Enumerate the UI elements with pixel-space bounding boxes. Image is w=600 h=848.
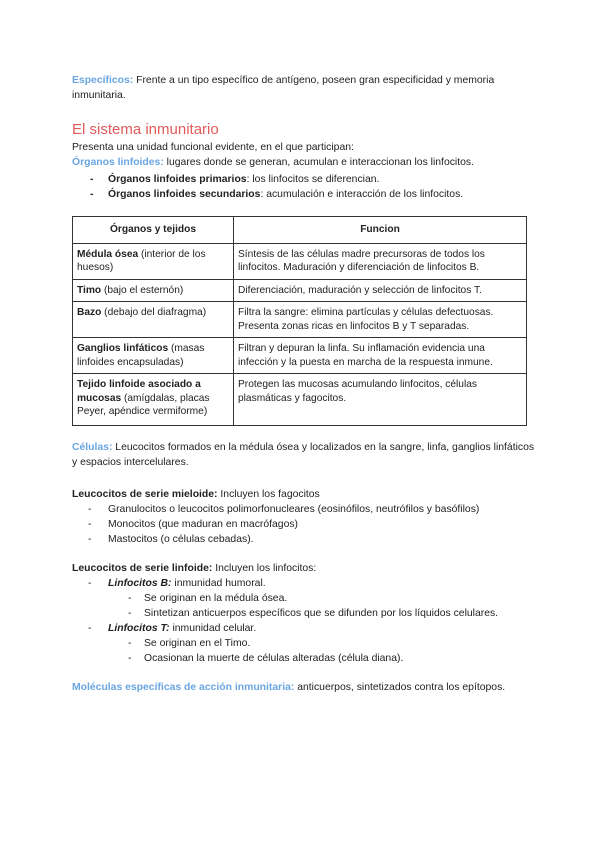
cell-text: (bajo el esternón) bbox=[101, 284, 184, 296]
lymphoid-title: Leucocitos de serie linfoide: bbox=[72, 563, 213, 574]
table-row bbox=[73, 338, 527, 374]
table-header: Órganos y tejidos bbox=[73, 217, 234, 244]
lymphocyte-b-desc: inmunidad humoral. bbox=[171, 578, 266, 589]
cell-bold: Ganglios linfáticos bbox=[77, 343, 169, 354]
table-cell bbox=[73, 279, 234, 302]
list-item: - Mastocitos (o células cebadas). bbox=[72, 532, 542, 547]
table-cell: Diferenciación, maduración y selección de linfocitos T. bbox=[234, 279, 527, 302]
myeloid-text: Incluyen los fagocitos bbox=[217, 489, 320, 500]
myeloid-heading bbox=[72, 487, 532, 502]
molecules-paragraph bbox=[72, 680, 537, 695]
list-item: - Se originan en el Timo. bbox=[72, 636, 542, 651]
lymphocyte-b-name: Linfocitos B: bbox=[108, 578, 172, 589]
table-cell: Protegen las mucosas acumulando linfocitos, células plasmáticas y fagocitos. bbox=[234, 374, 527, 426]
organs-list bbox=[72, 172, 532, 202]
cells-paragraph bbox=[72, 440, 537, 470]
bullet-text: : acumulación e interacción de los linfocitos. bbox=[260, 189, 464, 200]
intro-paragraph bbox=[72, 73, 532, 103]
table-row bbox=[73, 243, 527, 279]
list-item: - Sintetizan anticuerpos específicos que se difunden por los líquidos celulares. bbox=[72, 606, 542, 621]
cells-label: Células: bbox=[72, 442, 113, 453]
cell-bold: Médula ósea bbox=[77, 248, 139, 260]
bullet-bold: Órganos linfoides primarios bbox=[108, 174, 247, 185]
bullet-text: : los linfocitos se diferencian. bbox=[246, 174, 380, 185]
list-item bbox=[72, 576, 542, 591]
section-title: El sistema inmunitario bbox=[72, 121, 219, 138]
table-row bbox=[73, 279, 527, 302]
organs-table bbox=[72, 216, 527, 426]
cell-text: (debajo del diafragma) bbox=[101, 307, 207, 318]
section-lead: Presenta una unidad funcional evidente, en el que participan: bbox=[72, 142, 354, 153]
list-item bbox=[72, 187, 532, 202]
table-header: Funcion bbox=[234, 217, 527, 244]
table-cell bbox=[73, 302, 234, 338]
list-item bbox=[72, 621, 542, 636]
organs-label: Órganos linfoides: bbox=[72, 157, 164, 168]
bullet-bold: Órganos linfoides secundarios bbox=[108, 189, 261, 200]
lymphoid-text: Incluyen los linfocitos: bbox=[212, 563, 317, 574]
cell-bold: Timo bbox=[77, 284, 102, 296]
myeloid-list bbox=[72, 502, 542, 547]
table-cell: Filtra la sangre: elimina partículas y células defectuosas. Presenta zonas ricas en linfocitos B y T separadas. bbox=[234, 302, 527, 338]
table-cell bbox=[73, 338, 234, 374]
cell-text: (amígdalas, placas Peyer, apéndice vermiforme) bbox=[77, 392, 210, 417]
cell-bold: Bazo bbox=[77, 307, 102, 318]
table-row bbox=[73, 302, 527, 338]
organs-text: lugares donde se generan, acumulan e interaccionan los linfocitos. bbox=[163, 157, 474, 168]
lymphocyte-t-desc: inmunidad celular. bbox=[169, 623, 257, 634]
intro-label: Específicos: bbox=[72, 75, 134, 86]
list-item: - Granulocitos o leucocitos polimorfonucleares (eosinófilos, neutrófilos y basófilos) bbox=[72, 502, 542, 517]
lymphoid-list bbox=[72, 576, 542, 666]
table-cell: Síntesis de las células madre precursoras de todos los linfocitos. Maduración y diferenciación de linfocitos B. bbox=[234, 243, 527, 279]
table-cell bbox=[73, 243, 234, 279]
table-cell: Filtran y depuran la linfa. Su inflamación evidencia una infección y la puesta en marcha de la respuesta inmune. bbox=[234, 338, 527, 374]
myeloid-title: Leucocitos de serie mieloide: bbox=[72, 489, 218, 500]
list-item bbox=[72, 172, 532, 187]
lymphoid-heading bbox=[72, 561, 532, 576]
list-item: - Ocasionan la muerte de células alteradas (célula diana). bbox=[72, 651, 542, 666]
cell-bold: Tejido linfoide asociado a mucosas bbox=[77, 379, 201, 404]
table-cell bbox=[73, 374, 234, 426]
list-item: - Se originan en la médula ósea. bbox=[72, 591, 542, 606]
organs-paragraph bbox=[72, 155, 542, 170]
molecules-text: anticuerpos, sintetizados contra los epítopos. bbox=[294, 682, 506, 693]
cells-text: Leucocitos formados en la médula ósea y localizados en la sangre, linfa, ganglios linfáticos y espacios intercelulares. bbox=[72, 442, 535, 468]
molecules-label: Moléculas específicas de acción inmunitaria: bbox=[72, 682, 295, 693]
table-row bbox=[73, 374, 527, 426]
lymphocyte-t-name: Linfocitos T: bbox=[108, 623, 170, 634]
list-item: - Monocitos (que maduran en macrófagos) bbox=[72, 517, 542, 532]
intro-text: Frente a un tipo específico de antígeno, poseen gran especificidad y memoria inmunitaria. bbox=[72, 75, 495, 101]
cell-text: (masas linfoides encapsuladas) bbox=[77, 343, 205, 368]
cell-text: (interior de los huesos) bbox=[77, 248, 206, 273]
table-header-row bbox=[73, 217, 527, 244]
